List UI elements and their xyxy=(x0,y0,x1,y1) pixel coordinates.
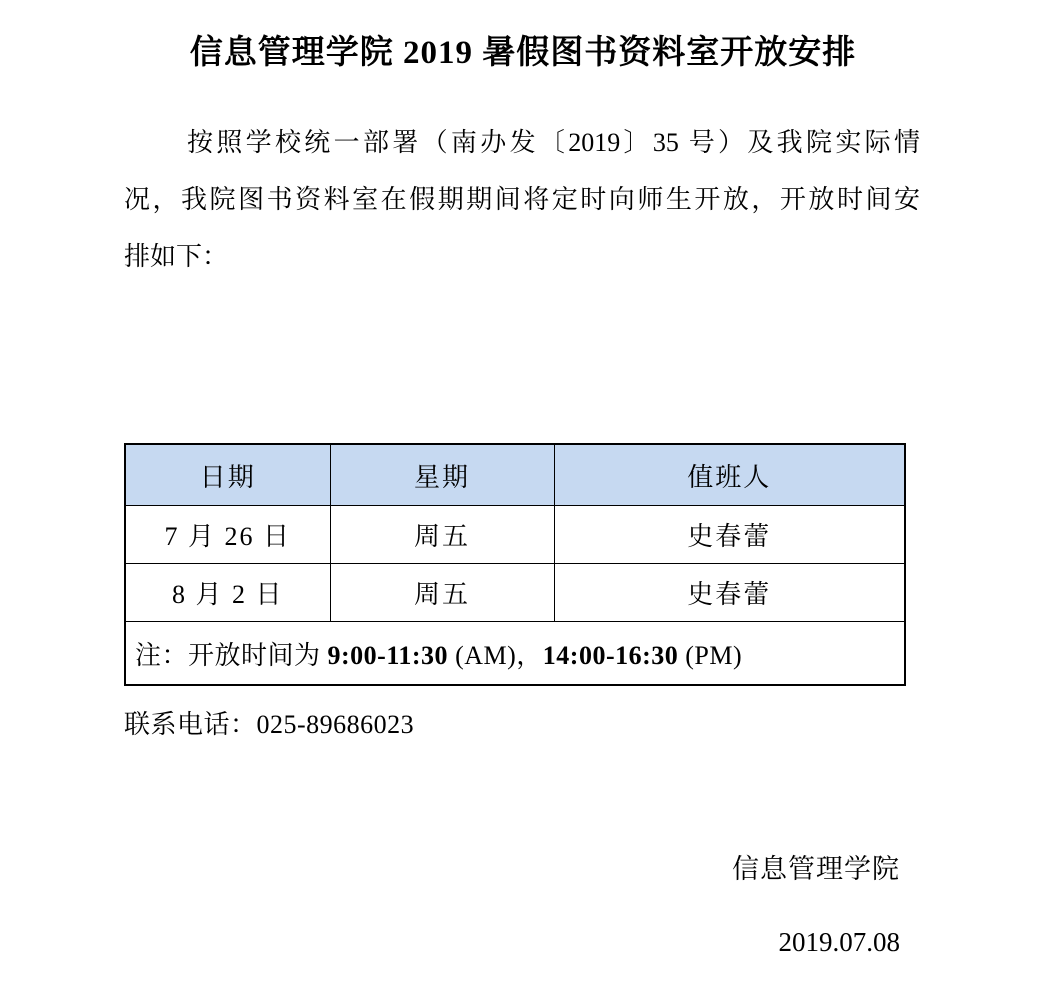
cell-weekday: 周五 xyxy=(330,506,554,564)
header-cell-date: 日期 xyxy=(125,444,330,506)
notice-paragraph xyxy=(124,114,920,285)
note-segment-pm-time: 14:00-16:30 xyxy=(542,640,679,670)
header-cell-weekday: 星期 xyxy=(330,444,554,506)
page-title: 信息管理学院 2019 暑假图书资料室开放安排 xyxy=(189,35,857,71)
schedule-table xyxy=(124,443,906,686)
paragraph-line-1: 按照学校统一部署（南办发〔2019〕35 号）及我院实际情 xyxy=(187,128,920,157)
cell-date: 7 月 26 日 xyxy=(125,506,330,564)
cell-weekday: 周五 xyxy=(330,564,554,622)
paragraph-line-2: 况，我院图书资料室在假期期间将定时向师生开放，开放时间安 xyxy=(124,185,920,214)
header-cell-person: 值班人 xyxy=(554,444,905,506)
cell-person: 史春蕾 xyxy=(554,564,905,622)
contact-line: 联系电话：025-89686023 xyxy=(124,710,415,739)
note-segment: (AM)， xyxy=(448,640,543,670)
note-segment: (PM) xyxy=(678,640,743,670)
table-row xyxy=(125,506,905,564)
note-segment-am-time: 9:00-11:30 xyxy=(327,640,449,670)
document-body xyxy=(124,114,920,957)
signature-organization: 信息管理学院 xyxy=(732,854,900,884)
note-cell xyxy=(125,622,905,686)
cell-date: 8 月 2 日 xyxy=(125,564,330,622)
table-row xyxy=(125,564,905,622)
table-note-row xyxy=(125,622,905,686)
note-segment: 注：开放时间为 xyxy=(135,640,328,670)
paragraph-line-3: 排如下： xyxy=(124,242,229,271)
table-header-row xyxy=(125,444,905,506)
signature-date: 2019.07.08 xyxy=(778,927,900,957)
cell-person: 史春蕾 xyxy=(554,506,905,564)
